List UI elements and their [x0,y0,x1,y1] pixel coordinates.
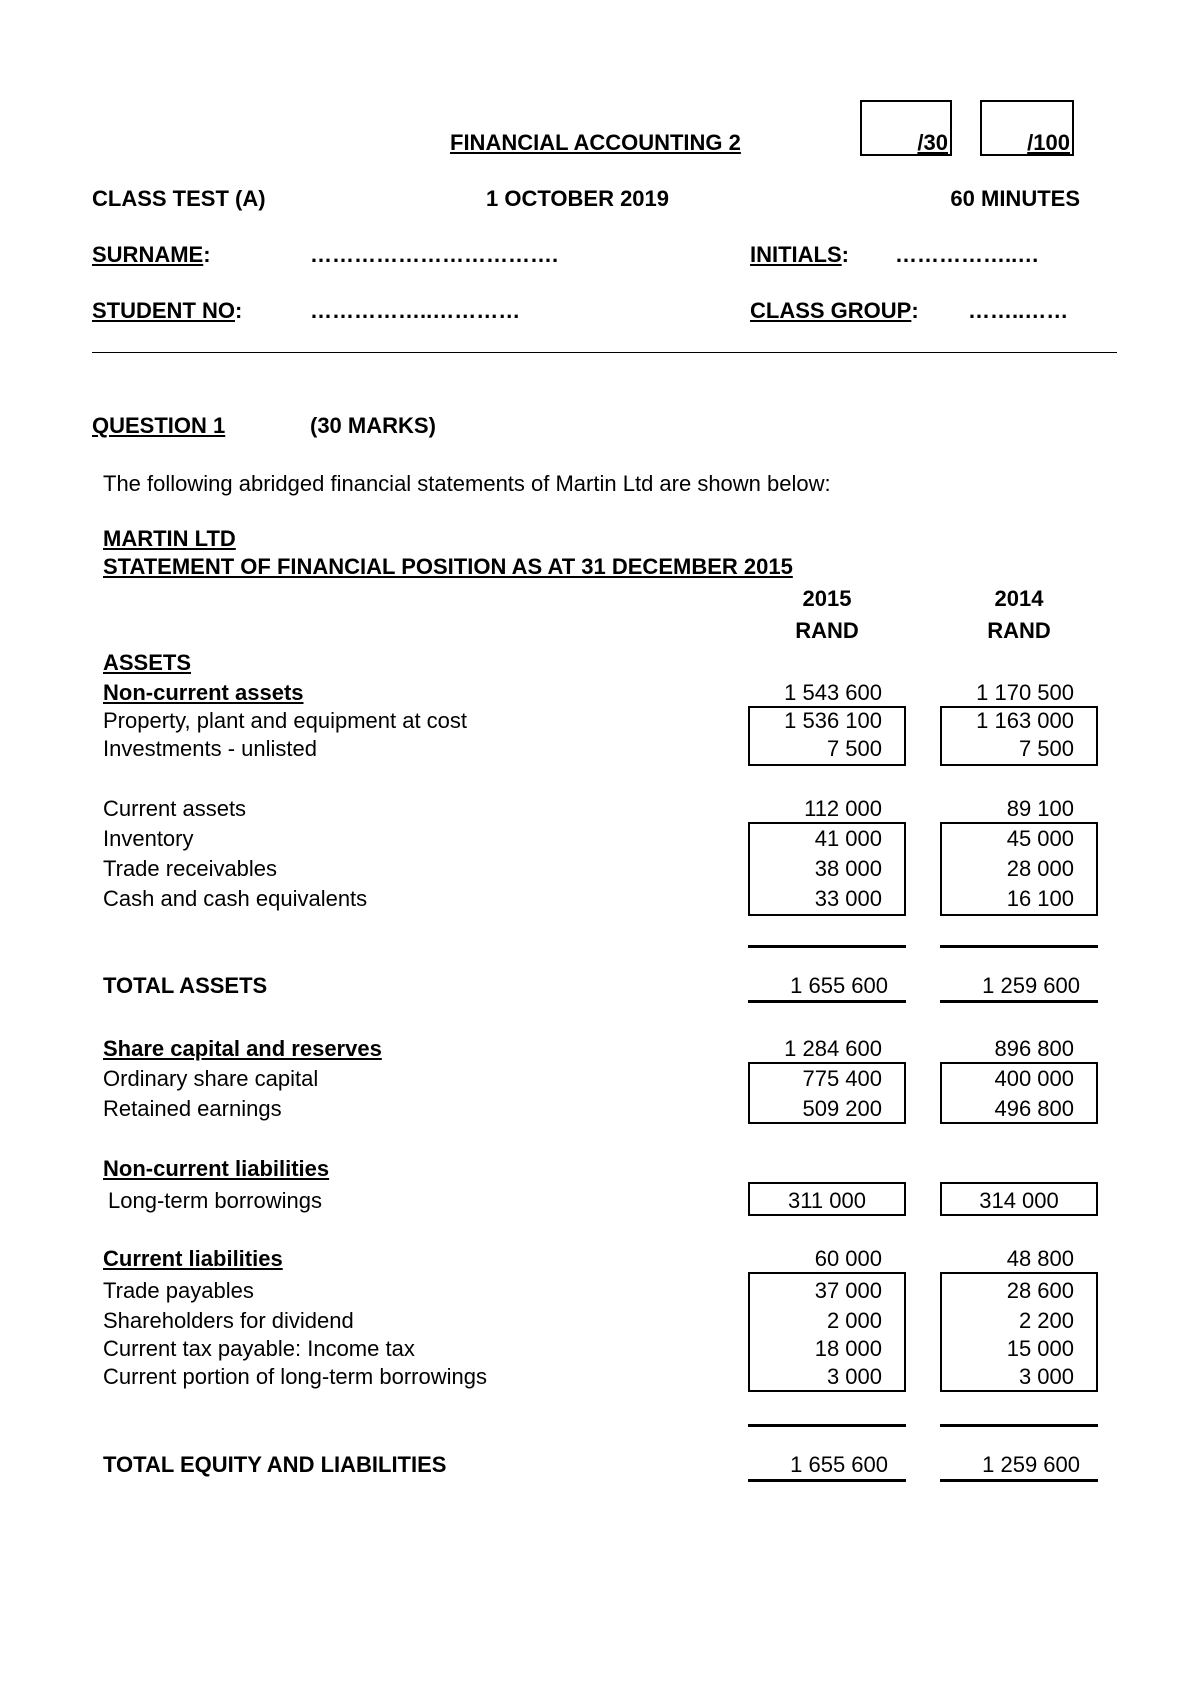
ppe-2014: 1 163 000 [976,708,1074,733]
total-eq-liab-bottom-rule-2015 [748,1479,906,1482]
share-capital-reserves-2015: 1 284 600 [784,1036,882,1061]
current-assets-2014: 89 100 [1006,796,1074,821]
initials-field[interactable] [750,244,849,266]
total-assets-top-rule-2014 [940,945,1098,948]
total-equity-liabilities-2014: 1 259 600 [982,1452,1080,1477]
question-marks: (30 MARKS) [310,413,436,438]
course-title: FINANCIAL ACCOUNTING 2 [450,130,741,155]
current-portion-ltb-2015: 3 000 [826,1364,882,1389]
trade-receivables-2014: 28 000 [1006,856,1074,881]
surname-dots: ……………………………. [310,242,559,267]
cash-label: Cash and cash equivalents [103,886,368,911]
surname-field[interactable] [92,244,211,266]
share-capital-reserves-label: Share capital and reserves [103,1036,382,1061]
cash-2015: 33 000 [814,886,882,911]
investments-2014: 7 500 [1018,736,1074,761]
retained-earnings-2015: 509 200 [802,1096,882,1121]
trade-payables-2015: 37 000 [814,1278,882,1303]
test-name: CLASS TEST (A) [92,186,266,211]
question-title: QUESTION 1 [92,413,226,438]
inventory-2015: 41 000 [814,826,882,851]
class-group-dots: ……..…… [968,298,1069,323]
total-assets-top-rule-2015 [748,945,906,948]
inventory-2014: 45 000 [1006,826,1074,851]
student-no-colon: : [235,298,243,323]
long-term-borrowings-2014: 314 000 [979,1188,1059,1213]
ordinary-share-capital-2014: 400 000 [994,1066,1074,1091]
non-current-liabilities-label: Non-current liabilities [103,1156,330,1181]
current-tax-2015: 18 000 [814,1336,882,1361]
total-assets-2014: 1 259 600 [982,973,1080,998]
share-capital-reserves-2014: 896 800 [994,1036,1074,1061]
statement-title: STATEMENT OF FINANCIAL POSITION AS AT 31 DECEMBER 2015 [103,554,793,579]
shareholders-dividend-2014: 2 200 [1018,1308,1074,1333]
non-current-assets-label: Non-current assets [103,680,304,705]
surname-label: SURNAME [92,242,204,267]
col-2015-unit: RAND [795,618,859,643]
long-term-borrowings-2015: 311 000 [788,1188,866,1213]
trade-receivables-label: Trade receivables [103,856,278,881]
student-no-label: STUDENT NO [92,298,235,323]
current-assets-2015: 112 000 [804,796,882,821]
header-divider [92,352,1117,353]
total-eq-liab-bottom-rule-2014 [940,1479,1098,1482]
score-box-100-label: /100 [1027,130,1070,155]
student-no-field[interactable] [92,300,242,322]
retained-earnings-label: Retained earnings [103,1096,282,1121]
total-assets-bottom-rule-2014 [940,1000,1098,1003]
test-date: 1 OCTOBER 2019 [486,186,670,211]
class-group-label: CLASS GROUP [750,298,912,323]
non-current-assets-2014: 1 170 500 [976,680,1074,705]
trade-payables-2014: 28 600 [1006,1278,1074,1303]
cash-2014: 16 100 [1006,886,1074,911]
initials-label: INITIALS [750,242,842,267]
trade-payables-label: Trade payables [103,1278,254,1303]
total-eq-liab-top-rule-2015 [748,1424,906,1427]
current-liabilities-label: Current liabilities [103,1246,283,1271]
company-name: MARTIN LTD [103,526,236,551]
current-tax-label: Current tax payable: Income tax [103,1336,415,1361]
investments-2015: 7 500 [826,736,882,761]
col-2014-unit: RAND [987,618,1051,643]
investments-label: Investments - unlisted [103,736,317,761]
initials-colon: : [841,242,849,267]
col-2015-year: 2015 [802,586,852,611]
ppe-2015: 1 536 100 [784,708,882,733]
inventory-label: Inventory [103,826,194,851]
non-current-assets-2015: 1 543 600 [784,680,882,705]
current-liabilities-2014: 48 800 [1006,1246,1074,1271]
total-equity-liabilities-label: TOTAL EQUITY AND LIABILITIES [103,1452,447,1477]
col-2014-year: 2014 [994,586,1044,611]
total-assets-bottom-rule-2015 [748,1000,906,1003]
retained-earnings-2014: 496 800 [994,1096,1074,1121]
ordinary-share-capital-label: Ordinary share capital [103,1066,319,1091]
initials-dots: ……………..… [895,242,1040,267]
surname-colon: : [203,242,211,267]
student-no-dots: ……………..………… [310,298,521,323]
assets-heading: ASSETS [103,650,192,675]
current-portion-ltb-2014: 3 000 [1018,1364,1074,1389]
ordinary-share-capital-2015: 775 400 [802,1066,882,1091]
question-intro: The following abridged financial statements of Martin Ltd are shown below: [103,471,831,496]
long-term-borrowings-label: Long-term borrowings [108,1188,322,1213]
test-duration: 60 MINUTES [950,186,1080,211]
shareholders-dividend-2015: 2 000 [826,1308,882,1333]
total-eq-liab-top-rule-2014 [940,1424,1098,1427]
current-portion-ltb-label: Current portion of long-term borrowings [103,1364,487,1389]
class-group-colon: : [911,298,919,323]
current-tax-2014: 15 000 [1006,1336,1074,1361]
ppe-label: Property, plant and equipment at cost [103,708,468,733]
shareholders-dividend-label: Shareholders for dividend [103,1308,354,1333]
trade-receivables-2015: 38 000 [814,856,882,881]
total-equity-liabilities-2015: 1 655 600 [790,1452,888,1477]
total-assets-2015: 1 655 600 [790,973,888,998]
score-box-30-label: /30 [917,130,948,155]
current-assets-label: Current assets [103,796,247,821]
current-liabilities-2015: 60 000 [814,1246,882,1271]
class-group-field[interactable] [750,300,919,322]
total-assets-label: TOTAL ASSETS [103,973,268,998]
